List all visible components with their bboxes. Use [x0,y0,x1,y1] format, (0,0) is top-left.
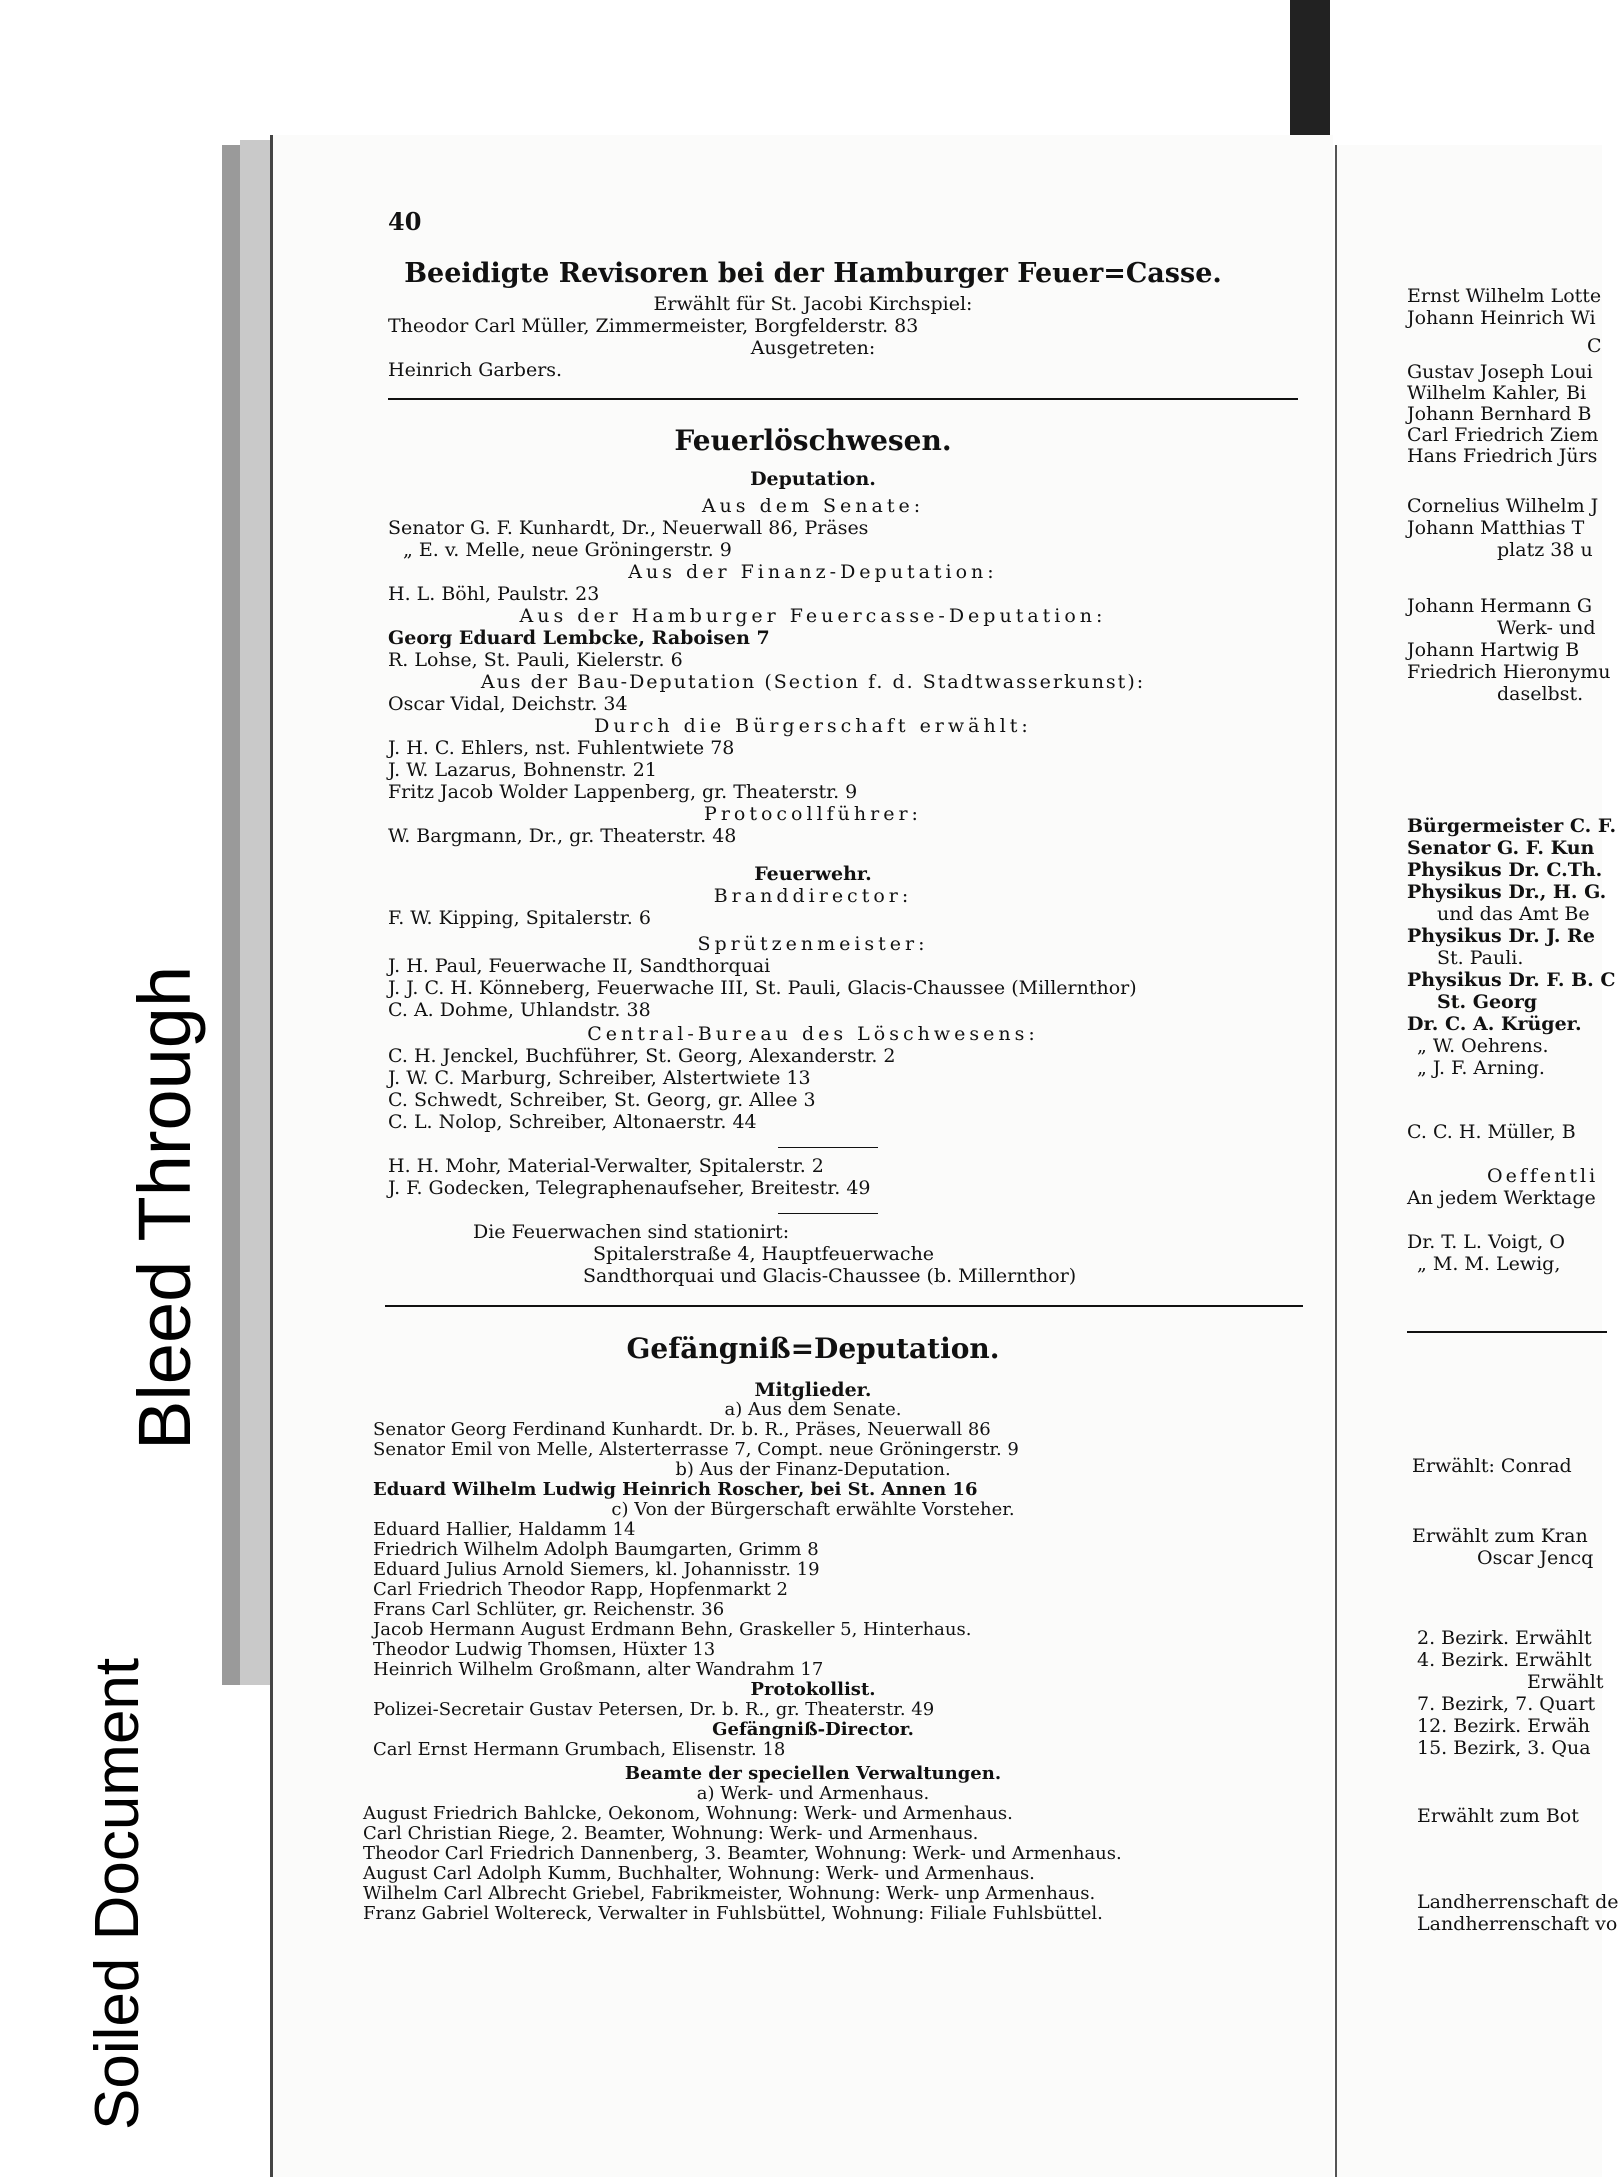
rp-line: Bürgermeister C. F. [1407,815,1617,837]
fl-line: Aus der Finanz-Deputation: [628,561,998,583]
rp-line: Johann Matthias T [1407,517,1585,539]
rp-line: Oeffentli [1487,1165,1599,1187]
divider [1407,1331,1607,1333]
section-title-feuerloeschwesen: Feuerlöschwesen. [674,424,952,457]
gd-line: Eduard Julius Arnold Siemers, kl. Johannisstr. 19 [373,1559,820,1580]
gd-line: c) Von der Bürgerschaft erwählte Vorsteher. [611,1499,1015,1520]
gd-line: b) Aus der Finanz-Deputation. [675,1459,951,1480]
rp-line: Johann Bernhard B [1407,403,1592,425]
fl-line: Sprützenmeister: [697,933,929,955]
book-edge-inner [240,140,270,1685]
rp-line: 15. Bezirk, 3. Qua [1417,1737,1591,1759]
gd-line: Gefängniß-Director. [712,1719,914,1740]
short-divider [778,1147,878,1148]
fl-line: F. W. Kipping, Spitalerstr. 6 [388,907,651,929]
fl-line: J. W. Lazarus, Bohnenstr. 21 [388,759,657,781]
fl-line: R. Lohse, St. Pauli, Kielerstr. 6 [388,649,683,671]
rp-line: Johann Hartwig B [1407,639,1580,661]
fl-line: Die Feuerwachen sind stationirt: [473,1221,790,1243]
rp-line: Friedrich Hieronymu [1407,661,1611,683]
gd-line: Eduard Wilhelm Ludwig Heinrich Roscher, bei St. Annen 16 [373,1479,978,1500]
divider [385,1305,1303,1307]
fl-line: J. J. C. H. Könneberg, Feuerwache III, St. Pauli, Glacis-Chaussee (Millernthor) [388,977,1137,999]
label-soiled-document: Soiled Document [83,1657,152,2130]
rp-line: Erwählt [1527,1671,1604,1693]
rp-line: Carl Friedrich Ziem [1407,424,1599,446]
rp-line: Cornelius Wilhelm J [1407,495,1599,517]
gd-line: Theodor Carl Friedrich Dannenberg, 3. Beamter, Wohnung: Werk- und Armenhaus. [363,1843,1122,1864]
gd-line: Protokollist. [750,1679,876,1700]
rp-line: Dr. T. L. Voigt, O [1407,1231,1565,1253]
rp-line: Dr. C. A. Krüger. [1407,1013,1582,1035]
rp-line: 2. Bezirk. Erwählt [1417,1627,1592,1649]
rp-line: 12. Bezirk. Erwäh [1417,1715,1591,1737]
annotation-labels [40,440,206,2130]
rp-line: Erwählt zum Bot [1417,1805,1579,1827]
rp-line: Ernst Wilhelm Lotte [1407,285,1602,307]
fl-line: Aus dem Senate: [701,495,925,517]
fl-line: „ E. v. Melle, neue Gröningerstr. 9 [403,539,732,561]
section-title-gefaengniss: Gefängniß=Deputation. [626,1332,1000,1365]
fl-line: Spitalerstraße 4, Hauptfeuerwache [593,1243,935,1265]
rp-line: „ W. Oehrens. [1417,1035,1549,1057]
gd-line: August Friedrich Bahlcke, Oekonom, Wohnung: Werk- und Armenhaus. [363,1803,1013,1824]
fl-line: J. H. Paul, Feuerwache II, Sandthorquai [388,955,771,977]
rp-line: Johann Hermann G [1407,595,1593,617]
revisoren-line-3: Ausgetreten: [750,337,876,359]
rp-line: Physikus Dr. F. B. C [1407,969,1616,991]
gd-line: Friedrich Wilhelm Adolph Baumgarten, Grimm 8 [373,1539,819,1560]
fl-line: W. Bargmann, Dr., gr. Theaterstr. 48 [388,825,737,847]
rp-line: platz 38 u [1497,539,1593,561]
gd-line: Franz Gabriel Woltereck, Verwalter in Fuhlsbüttel, Wohnung: Filiale Fuhlsbüttel. [363,1903,1103,1924]
fl-line: C. Schwedt, Schreiber, St. Georg, gr. Allee 3 [388,1089,816,1111]
fl-line: Oscar Vidal, Deichstr. 34 [388,693,628,715]
gd-line: Senator Emil von Melle, Alsterterrasse 7, Compt. neue Gröningerstr. 9 [373,1439,1019,1460]
book-page-left [270,135,1333,2177]
fl-line: Fritz Jacob Wolder Lappenberg, gr. Theaterstr. 9 [388,781,858,803]
fl-line: H. H. Mohr, Material-Verwalter, Spitalerstr. 2 [388,1155,824,1177]
subtitle-deputation: Deputation. [750,468,876,490]
divider [388,398,1298,400]
gd-line: a) Aus dem Senate. [724,1399,902,1420]
short-divider [778,1213,878,1214]
rp-line: Erwählt zum Kran [1412,1525,1588,1547]
fl-line: C. L. Nolop, Schreiber, Altonaerstr. 44 [388,1111,757,1133]
fl-line: H. L. Böhl, Paulstr. 23 [388,583,600,605]
book-page-right [1335,145,1619,2177]
rp-line: C [1587,335,1602,357]
rp-line: Landherrenschaft vo [1417,1913,1618,1935]
fl-line: C. A. Dohme, Uhlandstr. 38 [388,999,651,1021]
fl-line: J. H. C. Ehlers, nst. Fuhlentwiete 78 [388,737,735,759]
rp-line: und das Amt Be [1437,903,1590,925]
fl-line: C. H. Jenckel, Buchführer, St. Georg, Alexanderstr. 2 [388,1045,896,1067]
rp-line: Hans Friedrich Jürs [1407,445,1598,467]
gd-line: Senator Georg Ferdinand Kunhardt. Dr. b. R., Präses, Neuerwall 86 [373,1419,991,1440]
fl-line: Aus der Hamburger Feuercasse-Deputation: [519,605,1107,627]
fl-line: Georg Eduard Lembcke, Raboisen 7 [388,627,770,649]
rp-line: C. C. H. Müller, B [1407,1121,1576,1143]
gd-line: Mitglieder. [754,1379,872,1401]
fl-line: Central-Bureau des Löschwesens: [587,1023,1039,1045]
rp-line: An jedem Werktage [1407,1187,1596,1209]
gd-line: Carl Christian Riege, 2. Beamter, Wohnung: Werk- und Armenhaus. [363,1823,979,1844]
rp-line: „ J. F. Arning. [1417,1057,1545,1079]
rp-line: Senator G. F. Kun [1407,837,1595,859]
fl-line: Branddirector: [713,885,913,907]
revisoren-line-2: Theodor Carl Müller, Zimmermeister, Borgfelderstr. 83 [388,315,919,337]
fl-line: Aus der Bau-Deputation (Section f. d. Stadtwasserkunst): [480,671,1146,693]
gd-line: Wilhelm Carl Albrecht Griebel, Fabrikmeister, Wohnung: Werk- unp Armenhaus. [363,1883,1096,1904]
rp-line: Physikus Dr. J. Re [1407,925,1595,947]
rp-line: St. Georg [1437,991,1538,1013]
rp-line: St. Pauli. [1437,947,1524,969]
gd-line: Jacob Hermann August Erdmann Behn, Graskeller 5, Hinterhaus. [373,1619,972,1640]
gd-line: Theodor Ludwig Thomsen, Hüxter 13 [373,1639,716,1660]
fl-line: Senator G. F. Kunhardt, Dr., Neuerwall 86, Präses [388,517,869,539]
label-bleed-through: Bleed Through [123,965,206,1450]
rp-line: 4. Bezirk. Erwählt [1417,1649,1592,1671]
fl-line: J. W. C. Marburg, Schreiber, Alstertwiete 13 [388,1067,811,1089]
fl-line: Feuerwehr. [754,863,872,885]
gd-line: Carl Friedrich Theodor Rapp, Hopfenmarkt 2 [373,1579,789,1600]
gd-line: a) Werk- und Armenhaus. [696,1783,930,1804]
gd-line: Eduard Hallier, Haldamm 14 [373,1519,636,1540]
rp-line: 7. Bezirk, 7. Quart [1417,1693,1596,1715]
gd-line: Polizei-Secretair Gustav Petersen, Dr. b. R., gr. Theaterstr. 49 [373,1699,935,1720]
rp-line: Wilhelm Kahler, Bi [1407,382,1587,404]
rp-line: „ M. M. Lewig, [1417,1253,1561,1275]
fl-line: Sandthorquai und Glacis-Chaussee (b. Millernthor) [583,1265,1077,1287]
rp-line: Landherrenschaft de [1417,1891,1619,1913]
gd-line: Beamte der speciellen Verwaltungen. [624,1763,1002,1784]
rp-line: Gustav Joseph Loui [1407,361,1593,383]
rp-line: daselbst. [1497,683,1584,705]
fl-line: Durch die Bürgerschaft erwählt: [594,715,1032,737]
section-title-revisoren: Beeidigte Revisoren bei der Hamburger Feuer=Casse. [404,258,1222,289]
fl-line: Protocollführer: [704,803,922,825]
gd-line: Carl Ernst Hermann Grumbach, Elisenstr. 18 [373,1739,786,1760]
rp-line: Erwählt: Conrad [1412,1455,1572,1477]
page-number: 40 [388,207,422,236]
fl-line: J. F. Godecken, Telegraphenaufseher, Breitestr. 49 [388,1177,871,1199]
spine-shadow [1290,0,1330,142]
revisoren-line-4: Heinrich Garbers. [388,359,563,381]
label-bleed-through-box [85,440,205,1020]
gd-line: Heinrich Wilhelm Großmann, alter Wandrahm 17 [373,1659,824,1680]
rp-line: Werk- und [1497,617,1596,639]
rp-line: Physikus Dr., H. G. [1407,881,1607,903]
rp-line: Oscar Jencq [1477,1547,1594,1569]
gd-line: Frans Carl Schlüter, gr. Reichenstr. 36 [373,1599,725,1620]
revisoren-line-1: Erwählt für St. Jacobi Kirchspiel: [653,293,973,315]
gd-line: August Carl Adolph Kumm, Buchhalter, Wohnung: Werk- und Armenhaus. [363,1863,1035,1884]
rp-line: Johann Heinrich Wi [1407,307,1596,329]
rp-line: Physikus Dr. C.Th. [1407,859,1603,881]
